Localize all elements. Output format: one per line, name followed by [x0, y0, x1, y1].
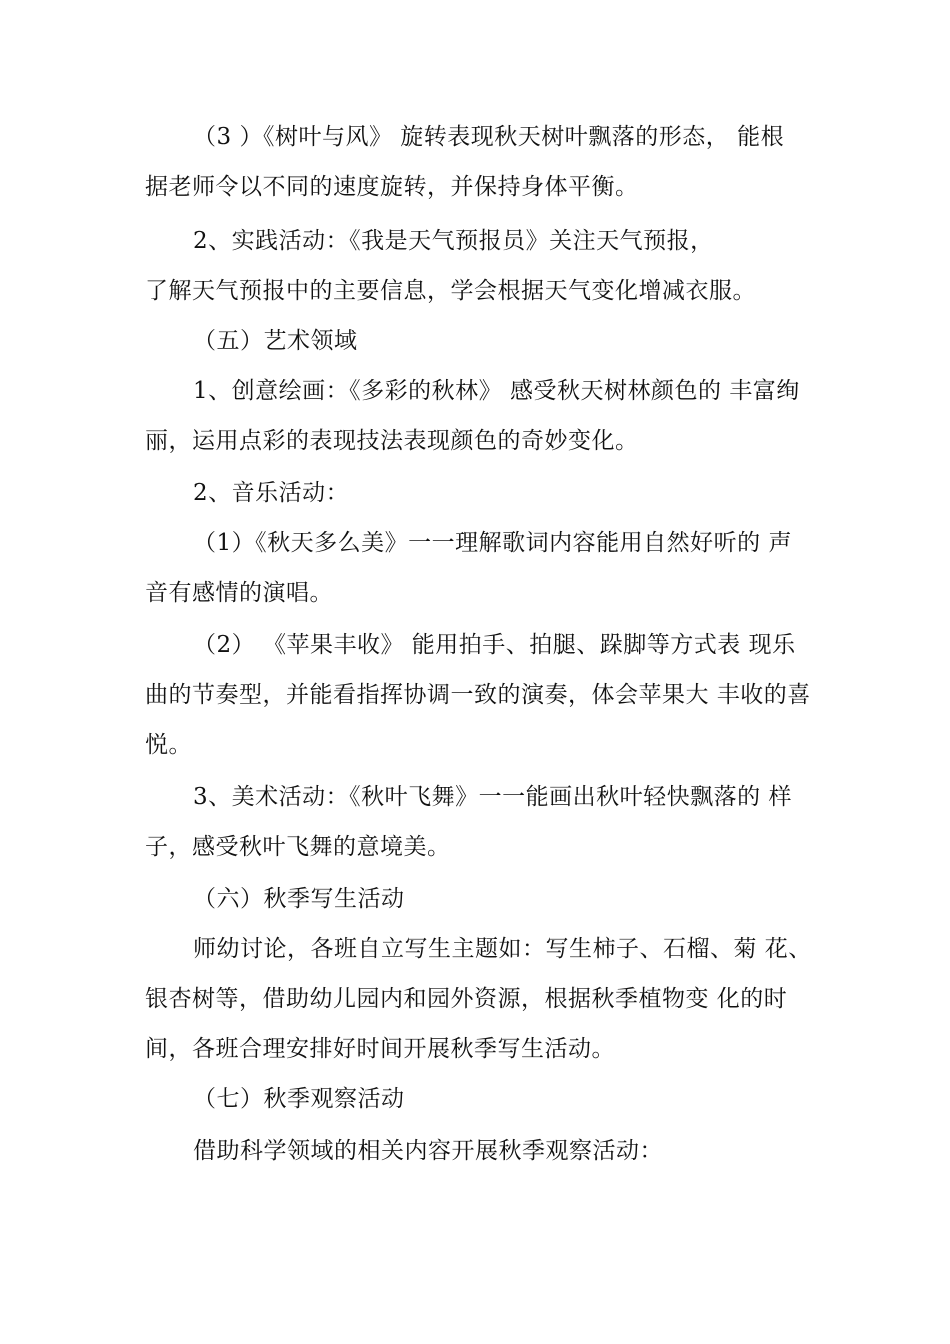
paragraph-line: （3 ）《树叶与风》 旋转表现秋天树叶飘落的形态， 能根 [193, 124, 785, 150]
paragraph-line: 借助科学领域的相关内容开展秋季观察活动： [193, 1138, 663, 1164]
section-heading: （五）艺术领域 [193, 328, 358, 354]
paragraph-line: （2） 《苹果丰收》 能用拍手、拍腿、跺脚等方式表 现乐 [193, 632, 796, 658]
paragraph-line: 了解天气预报中的主要信息，学会根据天气变化增减衣服。 [145, 278, 756, 304]
paragraph-line: 曲的节奏型，并能看指挥协调一致的演奏，体会苹果大 丰收的喜 [145, 682, 811, 708]
paragraph-line: 银杏树等，借助幼儿园内和园外资源，根据秋季植物变 化的时 [145, 986, 788, 1012]
paragraph-line: 2、实践活动：《我是天气预报员》关注天气预报， [193, 228, 714, 254]
paragraph-line: 3、美术活动：《秋叶飞舞》一一能画出秋叶轻快飘落的 样 [193, 784, 792, 810]
paragraph-line: 2、音乐活动： [193, 480, 350, 506]
section-heading: （六）秋季写生活动 [193, 886, 405, 912]
paragraph-line: 子，感受秋叶飞舞的意境美。 [145, 834, 451, 860]
paragraph-line: 间，各班合理安排好时间开展秋季写生活动。 [145, 1036, 615, 1062]
paragraph-line: （1）《秋天多么美》一一理解歌词内容能用自然好听的 声 [193, 530, 792, 556]
paragraph-line: 悦。 [145, 732, 192, 758]
paragraph-line: 音有感情的演唱。 [145, 580, 333, 606]
paragraph-line: 师幼讨论，各班自立写生主题如：写生柿子、石榴、菊 花、 [193, 936, 812, 962]
section-heading: （七）秋季观察活动 [193, 1086, 405, 1112]
paragraph-line: 1、创意绘画：《多彩的秋林》 感受秋天树林颜色的 丰富绚 [193, 378, 800, 404]
paragraph-line: 丽，运用点彩的表现技法表现颜色的奇妙变化。 [145, 428, 639, 454]
paragraph-line: 据老师令以不同的速度旋转，并保持身体平衡。 [145, 174, 639, 200]
